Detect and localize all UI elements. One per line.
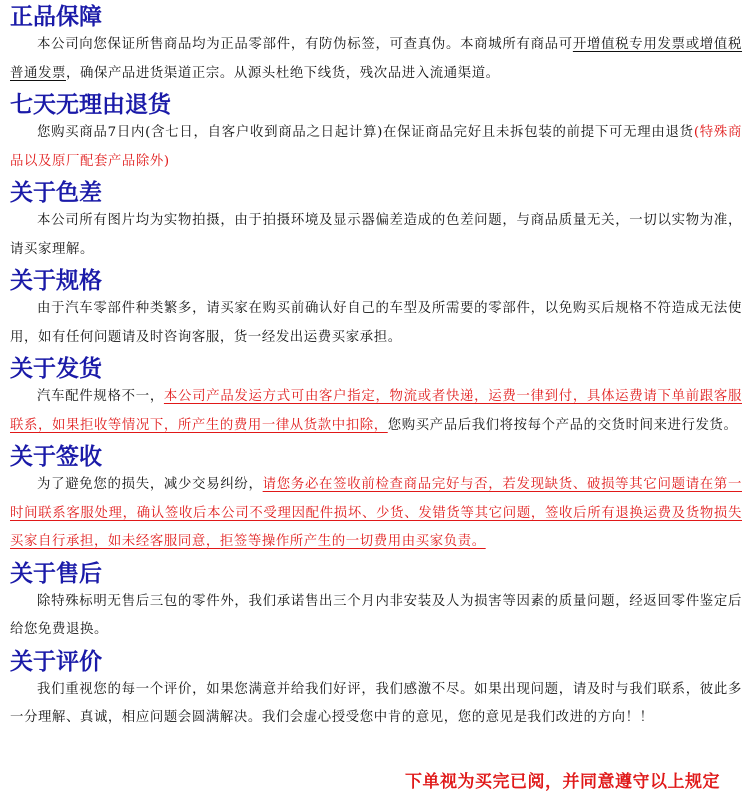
section-body: 我们重视您的每一个评价，如果您满意并给我们好评，我们感激不尽。如果出现问题，请及时与我们联系，彼此多一分理解、真诚，相应问题会圆满解决。我们会虚心授受您中肯的意见，您的意见是我们改进的方向！！ bbox=[10, 681, 742, 725]
section-heading: 关于售后 bbox=[10, 560, 102, 587]
receipt-warning: 请您务必在签收前检查商品完好与否，若发现缺货、破损等其它问题请在第一时间联系客服处理，确认签收后本公司不受理因配件损坏、少货、发错货等其它问题，签收后所有退换运费及货物损失买家自行承担，如未经客服同意，拒签等操作所产生的一切费用由买家负责。 bbox=[10, 477, 742, 549]
footer-notice: 下单视为买完已阅，并同意遵守以上规定 bbox=[405, 772, 720, 792]
section-reviews bbox=[10, 645, 742, 733]
shipping-warning: 本公司产品发运方式可由客户指定，物流或者快递，运费一律到付，具体运费请下单前跟客服联系，如果拒收等情况下，所产生的费用一律从货款中扣除， bbox=[10, 389, 742, 433]
section-after-sales bbox=[10, 557, 742, 645]
section-body: 汽车配件规格不一，本公司产品发运方式可由客户指定，物流或者快递，运费一律到付，具体运费请下单前跟客服联系，如果拒收等情况下，所产生的费用一律从货款中扣除，您购买产品后我们将按每个产品的交货时间来进行发货。 bbox=[10, 389, 742, 433]
exception-note: (特殊商品以及原厂配套产品除外) bbox=[10, 125, 743, 169]
section-body: 由于汽车零部件种类繁多，请买家在购买前确认好自己的车型及所需要的零部件，以免购买后规格不符造成无法使用，如有任何问题请及时咨询客服，货一经发出运费买家承担。 bbox=[10, 301, 742, 345]
section-heading: 关于签收 bbox=[10, 444, 102, 470]
section-heading: 关于规格 bbox=[10, 268, 102, 294]
section-heading: 关于评价 bbox=[10, 648, 102, 675]
section-heading: 关于色差 bbox=[10, 180, 102, 206]
section-specification bbox=[10, 264, 742, 352]
invoice-note: 开增值税专用发票或增值税普通发票 bbox=[10, 37, 743, 81]
section-body: 除特殊标明无售后三包的零件外，我们承诺售出三个月内非安装及人为损害等因素的质量问题，经返回零件鉴定后给您免费退换。 bbox=[10, 593, 742, 637]
section-body: 本公司所有图片均为实物拍摄，由于拍摄环境及显示器偏差造成的色差问题，与商品质量无关，一切以实物为准，请买家理解。 bbox=[10, 213, 742, 257]
section-shipping bbox=[10, 352, 742, 440]
section-body: 您购买商品7日内(含七日，自客户收到商品之日起计算)在保证商品完好且未拆包装的前提下可无理由退货(特殊商品以及原厂配套产品除外) bbox=[10, 125, 743, 169]
section-heading: 关于发货 bbox=[10, 356, 102, 382]
section-heading: 正品保障 bbox=[10, 4, 102, 30]
section-color-difference bbox=[10, 176, 742, 264]
section-receipt bbox=[10, 440, 742, 557]
section-heading: 七天无理由退货 bbox=[10, 92, 171, 118]
section-genuine bbox=[10, 0, 742, 88]
section-body: 为了避免您的损失，减少交易纠纷，请您务必在签收前检查商品完好与否，若发现缺货、破损等其它问题请在第一时间联系客服处理，确认签收后本公司不受理因配件损坏、少货、发错货等其它问题，签收后所有退换运费及货物损失买家自行承担，如未经客服同意，拒签等操作所产生的一切费用由买家负责。 bbox=[10, 477, 742, 549]
section-seven-day-return bbox=[10, 88, 742, 176]
section-body: 本公司向您保证所售商品均为正品零部件，有防伪标签，可查真伪。本商城所有商品可开增值税专用发票或增值税普通发票，确保产品进货渠道正宗。从源头杜绝下线货，残次品进入流通渠道。 bbox=[10, 37, 743, 81]
